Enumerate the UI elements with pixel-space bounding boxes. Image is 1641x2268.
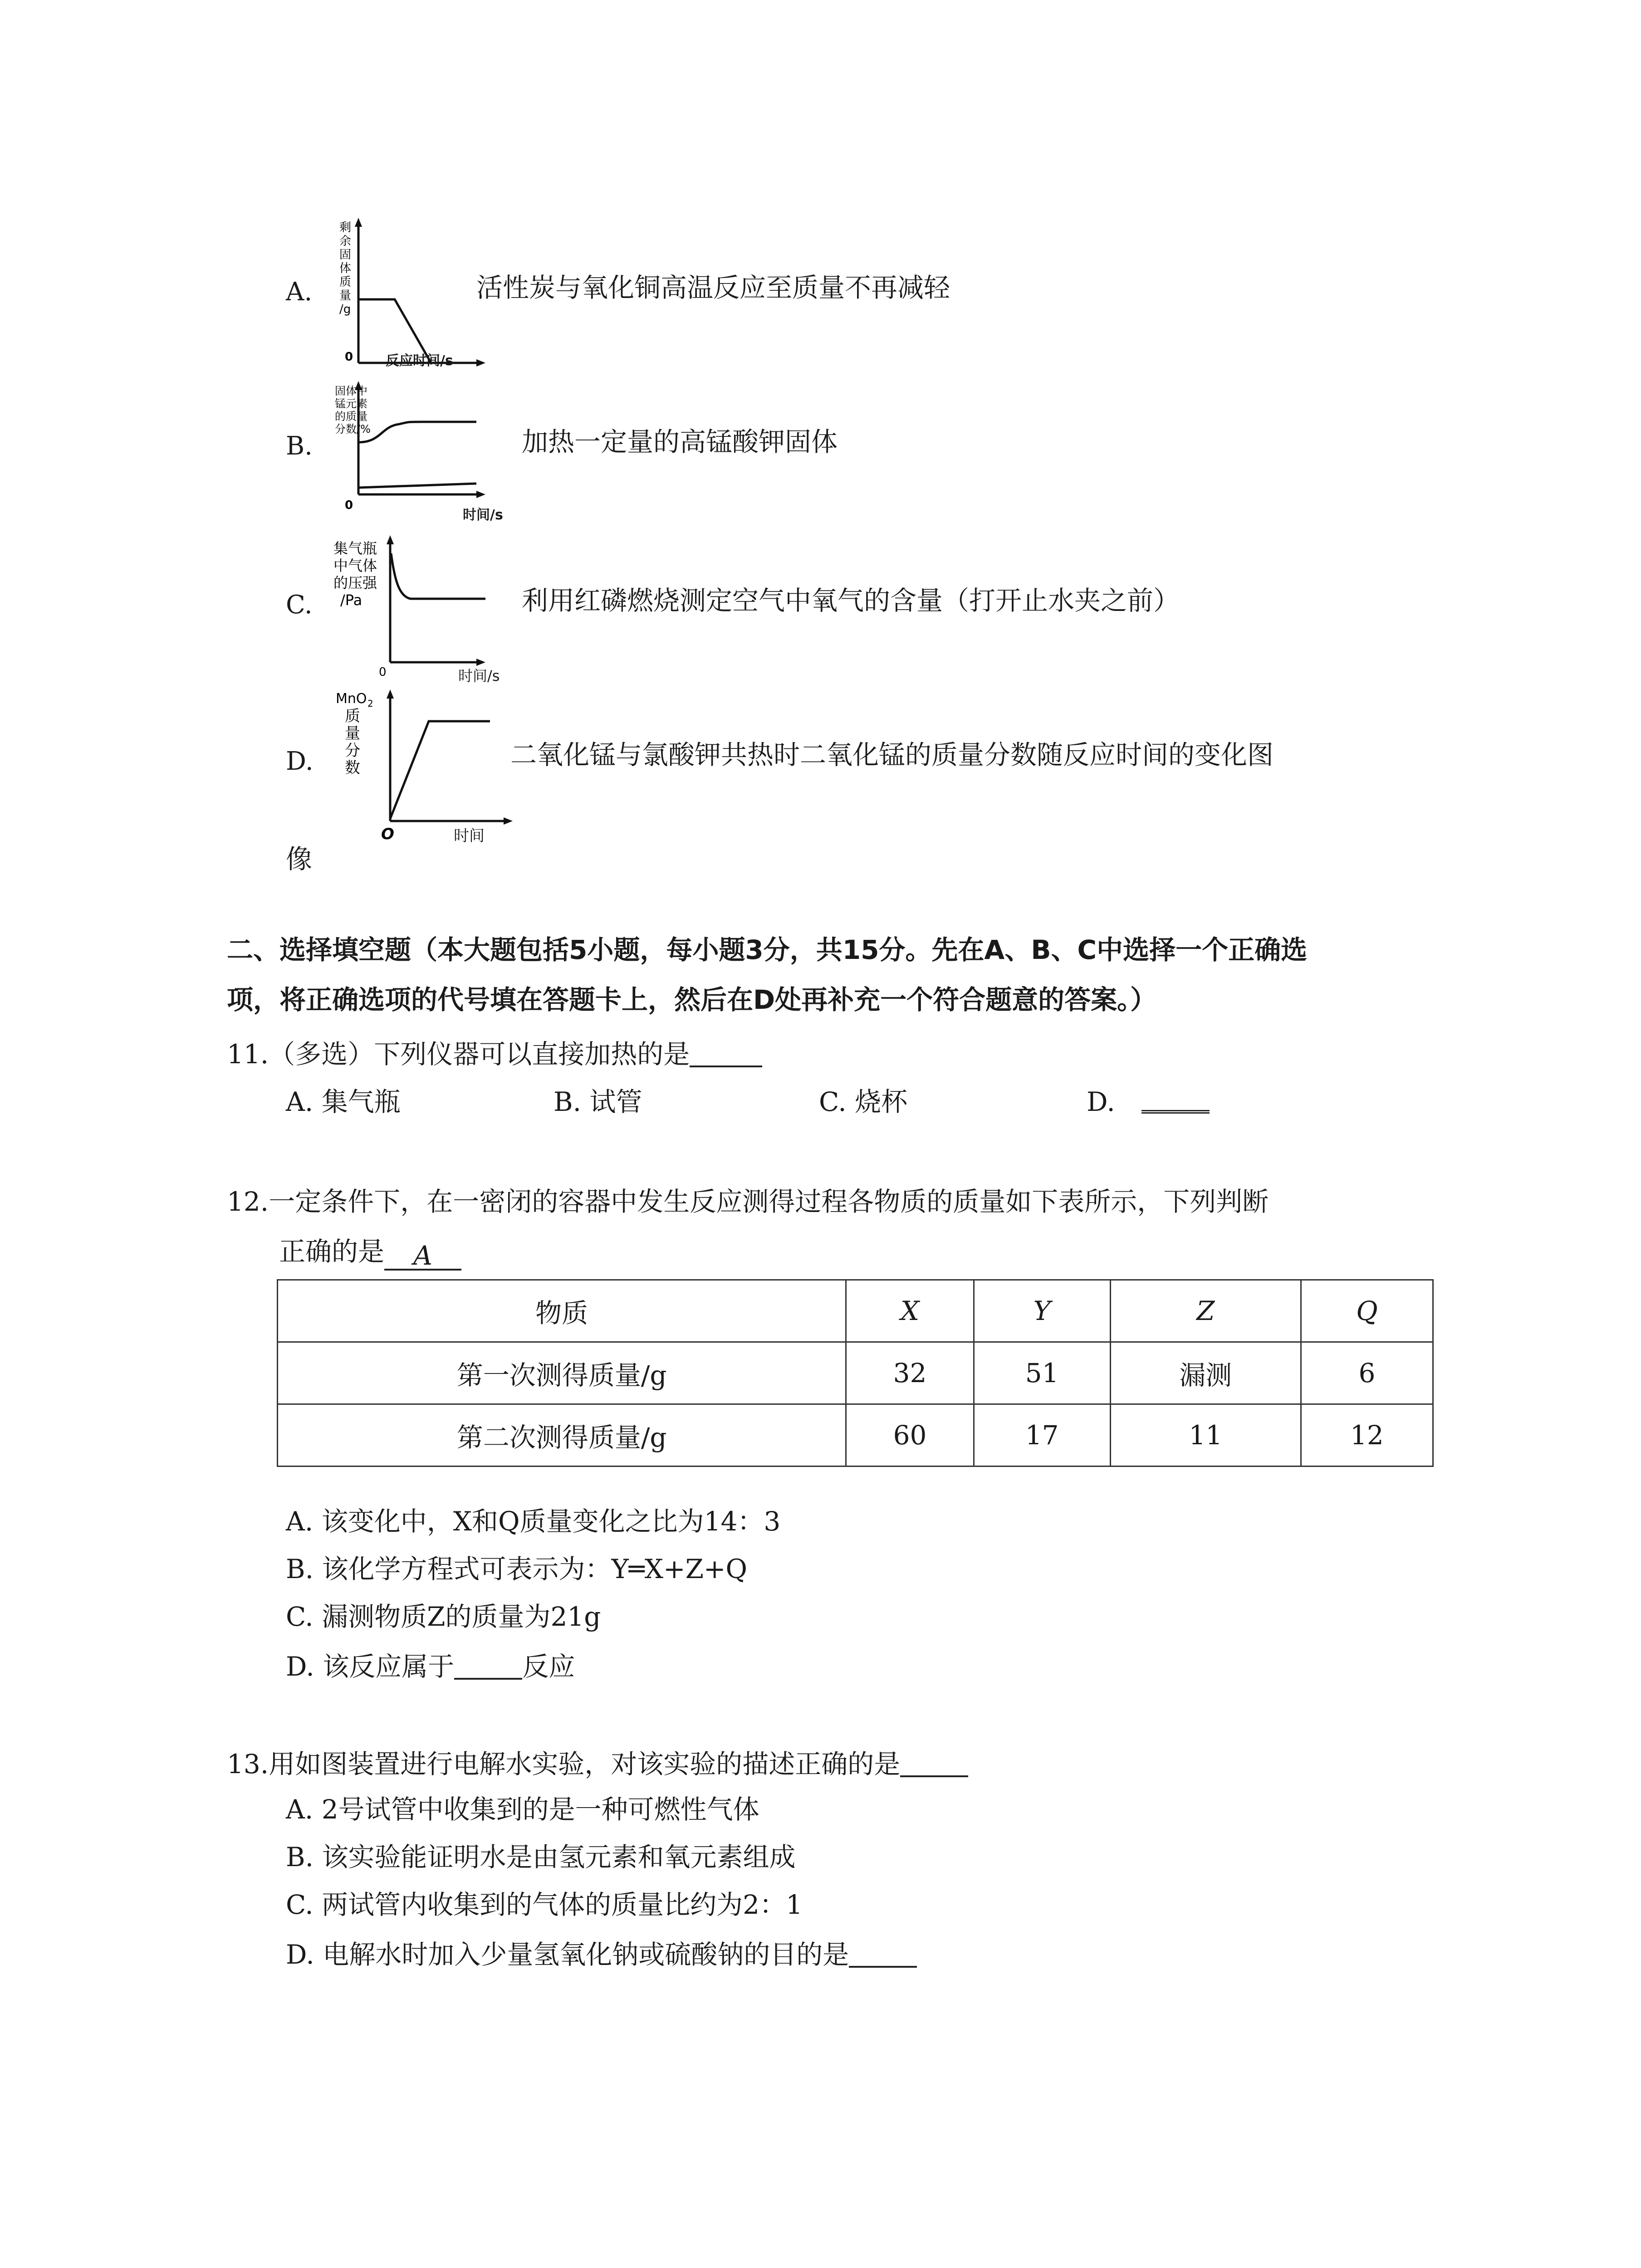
- table-cell: 漏测: [1110, 1342, 1301, 1404]
- q13-option-a: A. 2号试管中收集到的是一种可燃性气体: [286, 1794, 759, 1825]
- svg-text:2: 2: [367, 698, 373, 709]
- table-header-cell: X: [846, 1280, 974, 1342]
- graph-c-origin: 0: [379, 665, 387, 676]
- table-header-cell: Y: [974, 1280, 1110, 1342]
- svg-text:固: 固: [339, 248, 352, 262]
- q10-option-c-letter: C.: [286, 590, 313, 620]
- svg-text:锰元素: 锰元素: [335, 397, 367, 410]
- q12-option-b: B. 该化学方程式可表示为：Y═X+Z+Q: [286, 1554, 748, 1584]
- svg-text:的质量: 的质量: [335, 410, 367, 423]
- q10-option-d-text: 二氧化锰与氯酸钾共热时二氧化锰的质量分数随反应时间的变化图: [510, 739, 1274, 770]
- q13-option-d-blank[interactable]: [849, 1937, 917, 1968]
- q13-answer-blank[interactable]: [900, 1746, 968, 1777]
- q10-option-b-letter: B.: [286, 431, 313, 461]
- graph-b-origin: 0: [345, 499, 353, 512]
- svg-text:余: 余: [339, 235, 352, 248]
- table-cell: 32: [846, 1342, 974, 1404]
- q11-answer-blank[interactable]: [690, 1036, 762, 1067]
- q12-option-a: A. 该变化中，X和Q质量变化之比为14：3: [286, 1506, 781, 1537]
- svg-text:质: 质: [339, 275, 352, 289]
- q10-option-d-text-cont: 像: [286, 844, 313, 875]
- q11-option-b: B. 试管: [554, 1086, 642, 1117]
- svg-text:/g: /g: [339, 303, 351, 316]
- q12-stem-line1: 12.一定条件下，在一密闭的容器中发生反应测得过程各物质的质量如下表所示，下列判断: [227, 1186, 1269, 1217]
- table-cell: 60: [846, 1404, 974, 1466]
- q12-option-c: C. 漏测物质Z的质量为21g: [286, 1601, 601, 1632]
- graph-c-curve: [391, 553, 485, 599]
- q11-stem: 11.（多选）下列仪器可以直接加热的是: [227, 1036, 762, 1070]
- q12-stem-line2: 正确的是 A: [279, 1236, 461, 1271]
- svg-text:的压强: 的压强: [333, 574, 377, 591]
- q10-option-d-letter: D.: [286, 747, 314, 776]
- q10-graph-c: [331, 531, 485, 676]
- q10-option-a-text: 活性炭与氧化铜高温反应至质量不再减轻: [476, 272, 950, 303]
- svg-text:数: 数: [345, 759, 360, 777]
- svg-text:分数/%: 分数/%: [335, 423, 371, 435]
- q10-graph-b: [331, 376, 485, 513]
- table-header-cell: Z: [1110, 1280, 1301, 1342]
- svg-text:分: 分: [345, 742, 360, 760]
- svg-text:中气体: 中气体: [333, 557, 377, 574]
- graph-b-curve: [358, 422, 476, 442]
- table-cell: 12: [1301, 1404, 1433, 1466]
- graph-d-origin: O: [381, 825, 394, 843]
- q13-option-c: C. 两试管内收集到的气体的质量比约为2：1: [286, 1889, 803, 1920]
- table-cell: 6: [1301, 1342, 1433, 1404]
- q12-table: [277, 1279, 1434, 1467]
- section2-title-line2: 项，将正确选项的代号填在答题卡上，然后在D处再补充一个符合题意的答案。）: [227, 984, 1157, 1015]
- table-cell: 51: [974, 1342, 1110, 1404]
- q11-option-d: D.: [1087, 1086, 1210, 1118]
- q10-option-c-text: 利用红磷燃烧测定空气中氧气的含量（打开止水夹之前）: [522, 585, 1180, 616]
- table-header-cell: 物质: [278, 1280, 846, 1342]
- q10-option-b-text: 加热一定量的高锰酸钾固体: [522, 426, 838, 457]
- table-cell: 第二次测得质量/g: [278, 1404, 846, 1466]
- table-row: [278, 1404, 1433, 1466]
- q11-option-a: A. 集气瓶: [286, 1086, 401, 1117]
- q10-graph-d: [331, 685, 513, 848]
- q11-option-d-blank[interactable]: [1141, 1090, 1210, 1114]
- table-row: [278, 1342, 1433, 1404]
- svg-text:量: 量: [345, 724, 360, 743]
- q10-option-a-letter: A.: [286, 277, 313, 307]
- q11-option-c: C. 烧杯: [819, 1086, 908, 1117]
- q13-option-b: B. 该实验能证明水是由氢元素和氧元素组成: [286, 1842, 796, 1872]
- graph-c-x-label: 时间/s: [458, 667, 500, 684]
- graph-a-origin: 0: [345, 350, 353, 364]
- svg-text:量: 量: [339, 289, 352, 303]
- svg-text:/Pa: /Pa: [340, 591, 362, 609]
- graph-d-curve: [390, 721, 490, 819]
- q12-option-d-blank[interactable]: [454, 1649, 522, 1680]
- svg-text:集气瓶: 集气瓶: [333, 540, 377, 557]
- section2-title-line1: 二、选择填空题（本大题包括5小题，每小题3分，共15分。先在A、B、C中选择一个正确选: [227, 934, 1308, 965]
- graph-a-y-label: 剩: [339, 221, 352, 235]
- table-header-cell: Q: [1301, 1280, 1433, 1342]
- graph-b-x-label: 时间/s: [463, 507, 503, 523]
- graph-d-x-label: 时间: [454, 827, 485, 845]
- table-cell: 17: [974, 1404, 1110, 1466]
- table-cell: 11: [1110, 1404, 1301, 1466]
- table-cell: 第一次测得质量/g: [278, 1342, 846, 1404]
- svg-text:体: 体: [339, 262, 352, 275]
- svg-text:固体中: 固体中: [335, 385, 367, 397]
- q13-option-d: D. 电解水时加入少量氢氧化钠或硫酸钠的目的是: [286, 1937, 917, 1971]
- svg-text:MnO: MnO: [336, 691, 367, 707]
- q12-answer[interactable]: A: [384, 1240, 461, 1271]
- svg-text:质: 质: [345, 707, 360, 725]
- graph-a-x-label: 反应时间/s: [386, 353, 453, 369]
- q12-option-d: D. 该反应属于 反应: [286, 1649, 575, 1683]
- table-row: [278, 1280, 1433, 1342]
- q13-stem: 13.用如图装置进行电解水实验，对该实验的描述正确的是: [227, 1746, 968, 1780]
